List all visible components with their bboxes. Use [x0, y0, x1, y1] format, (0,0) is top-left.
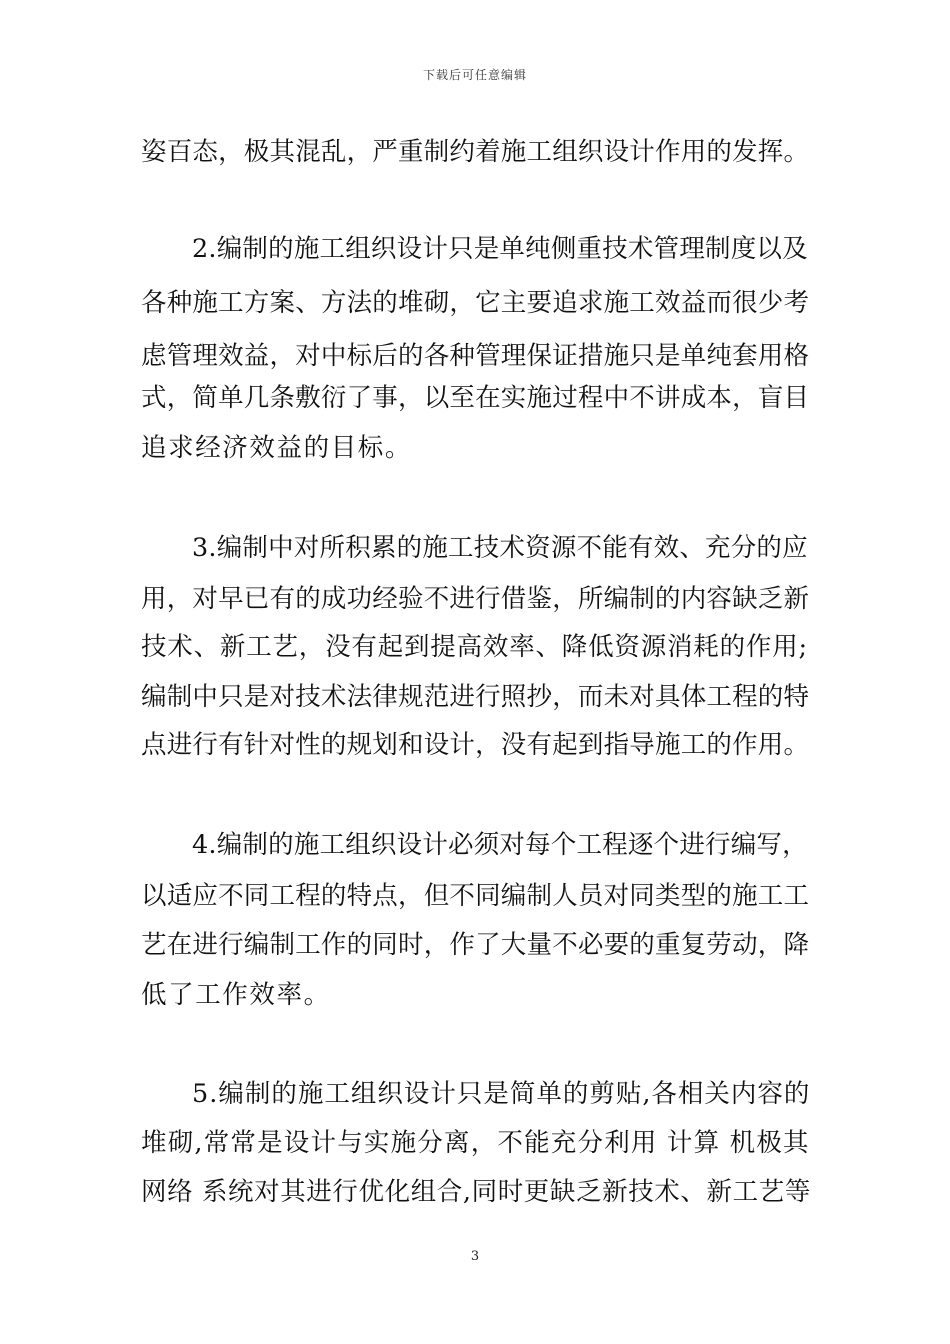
paragraph-4-line-2: 以适应不同工程的特点，但不同编制人员对同类型的施工工 — [141, 881, 810, 911]
paragraph-3-line-3: 技术、新工艺，没有起到提高效率、降低资源消耗的作用; — [141, 632, 808, 662]
paragraph-4-line-1: 4.编制的施工组织设计必须对每个工程逐个进行编写， — [192, 830, 808, 860]
paragraph-2-line-5: 追求经济效益的目标。 — [141, 433, 413, 463]
paragraph-2-line-1: 2.编制的施工组织设计只是单纯侧重技术管理制度以及 — [192, 234, 808, 264]
paragraph-3-line-1: 3.编制中对所积累的施工技术资源不能有效、充分的应 — [192, 533, 808, 563]
paragraph-3-line-5: 点进行有针对性的规划和设计，没有起到指导施工的作用。 — [141, 730, 810, 760]
paragraph-3-line-4: 编制中只是对技术法律规范进行照抄，而未对具体工程的特 — [141, 682, 810, 712]
paragraph-2-line-3: 虑管理效益，对中标后的各种管理保证措施只是单纯套用格 — [141, 341, 810, 371]
paragraph-2-line-4: 式，简单几条敷衍了事，以至在实施过程中不讲成本，盲目 — [141, 383, 810, 413]
paragraph-2-line-2: 各种施工方案、方法的堆砌，它主要追求施工效益而很少考 — [141, 288, 810, 318]
paragraph-4-line-4: 低了工作效率。 — [141, 980, 331, 1010]
paragraph-1-line-1: 姿百态，极其混乱，严重制约着施工组织设计作用的发挥。 — [141, 137, 810, 167]
paragraph-5-line-1: 5.编制的施工组织设计只是简单的剪贴,各相关内容的 — [192, 1079, 811, 1109]
paragraph-3-line-2: 用，对早已有的成功经验不进行借鉴，所编制的内容缺乏新 — [141, 584, 810, 614]
paragraph-4-line-3: 艺在进行编制工作的同时，作了大量不必要的重复劳动，降 — [141, 930, 810, 960]
paragraph-5-line-2: 堆砌,常常是设计与实施分离，不能充分利用 计算 机极其 — [141, 1128, 810, 1158]
page-header: 下载后可任意编辑 — [422, 68, 527, 82]
page-number: 3 — [470, 1249, 480, 1264]
paragraph-5-line-3: 网络 系统对其进行优化组合,同时更缺乏新技术、新工艺等 — [141, 1177, 811, 1207]
